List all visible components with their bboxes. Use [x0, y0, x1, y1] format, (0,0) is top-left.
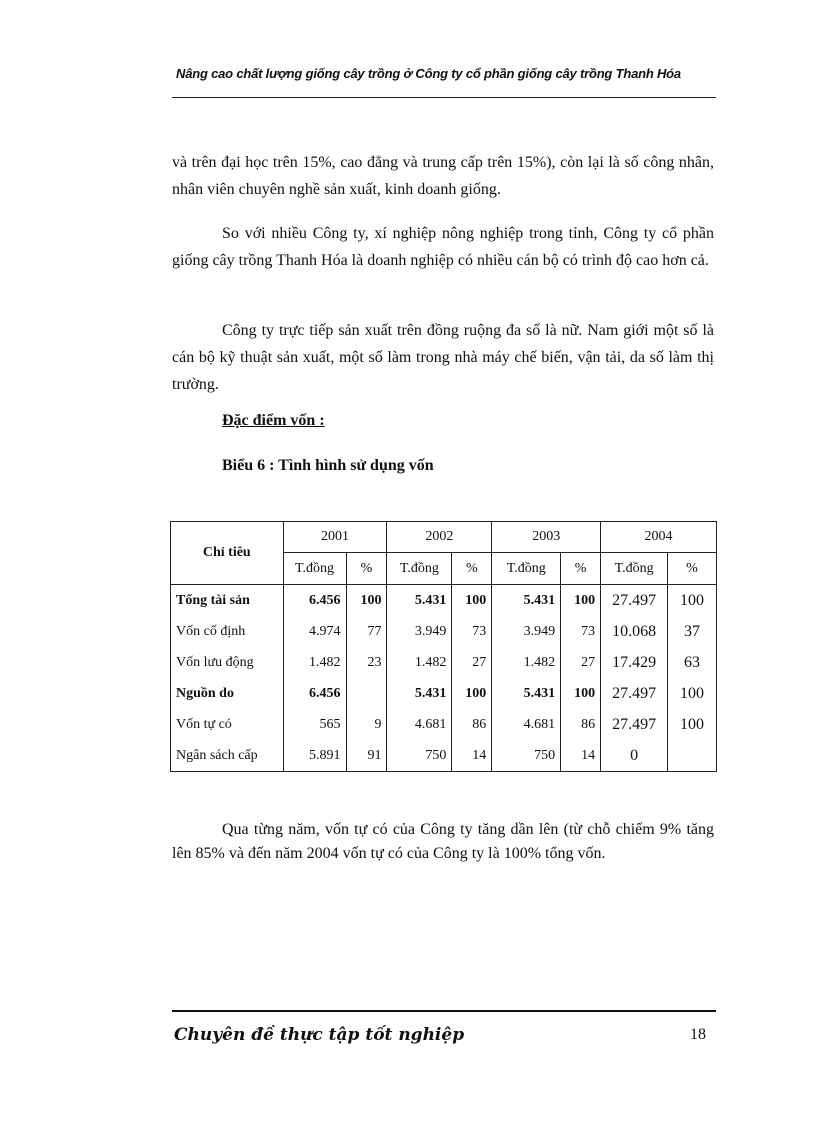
- value-cell: 0: [601, 740, 668, 772]
- value-cell: 6.456: [283, 585, 346, 617]
- table-row: [171, 647, 717, 678]
- percent-cell: 27: [561, 647, 601, 678]
- value-cell: 6.456: [283, 678, 346, 709]
- page-number: 18: [690, 1026, 706, 1043]
- value-cell: 27.497: [601, 585, 668, 617]
- value-cell: 4.974: [283, 616, 346, 647]
- unit-header: T.đồng: [492, 553, 561, 585]
- value-cell: 750: [387, 740, 452, 772]
- value-cell: 4.681: [387, 709, 452, 740]
- percent-cell: 100: [561, 585, 601, 617]
- percent-cell: 100: [452, 585, 492, 617]
- percent-cell: 91: [346, 740, 387, 772]
- table-row: [171, 740, 717, 772]
- percent-cell: [668, 740, 717, 772]
- percent-cell: 73: [452, 616, 492, 647]
- percent-cell: 23: [346, 647, 387, 678]
- row-label: Tổng tài sản: [171, 585, 284, 617]
- percent-cell: 100: [668, 678, 717, 709]
- value-cell: 27.497: [601, 709, 668, 740]
- table-row: [171, 709, 717, 740]
- percent-cell: 100: [452, 678, 492, 709]
- value-cell: 4.681: [492, 709, 561, 740]
- percent-cell: 14: [561, 740, 601, 772]
- row-label: Nguồn do: [171, 678, 284, 709]
- value-cell: 10.068: [601, 616, 668, 647]
- section-heading: Đặc điểm vốn :: [222, 412, 325, 429]
- percent-header: %: [668, 553, 717, 585]
- percent-cell: 9: [346, 709, 387, 740]
- footer-title: Chuyên đề thực tập tốt nghiệp: [174, 1025, 465, 1045]
- percent-header: %: [452, 553, 492, 585]
- row-label: Ngân sách cấp: [171, 740, 284, 772]
- percent-cell: 63: [668, 647, 717, 678]
- row-label: Vốn tự có: [171, 709, 284, 740]
- value-cell: 3.949: [492, 616, 561, 647]
- percent-cell: [346, 678, 387, 709]
- paragraph-1: và trên đại học trên 15%, cao đẳng và trung cấp trên 15%), còn lại là số công nhân, nhân viên chuyên nghề sản xuất, kinh doanh giống.: [172, 154, 714, 198]
- capital-usage-table: [170, 521, 717, 772]
- paragraph-2: So với nhiều Công ty, xí nghiệp nông nghiệp trong tỉnh, Công ty cổ phần giống cây trồng Thanh Hóa là doanh nghiệp có nhiều cán bộ có trình độ cao hơn cả.: [172, 225, 714, 269]
- percent-cell: 100: [346, 585, 387, 617]
- row-label: Vốn lưu động: [171, 647, 284, 678]
- closing-paragraph: Qua từng năm, vốn tự có của Công ty tăng dần lên (từ chỗ chiếm 9% tăng lên 85% và đến năm 2004 vốn tự có của Công ty là 100% tổng vốn.: [172, 821, 714, 862]
- value-cell: 1.482: [283, 647, 346, 678]
- percent-cell: 77: [346, 616, 387, 647]
- value-cell: 27.497: [601, 678, 668, 709]
- footer-divider: [172, 1010, 716, 1012]
- table-row: [171, 678, 717, 709]
- year-header: 2001: [283, 522, 387, 553]
- value-cell: 565: [283, 709, 346, 740]
- value-cell: 5.431: [492, 678, 561, 709]
- year-header: 2002: [387, 522, 492, 553]
- header-divider: [172, 97, 716, 98]
- percent-cell: 37: [668, 616, 717, 647]
- table-row: [171, 585, 717, 617]
- percent-header: %: [561, 553, 601, 585]
- percent-cell: 27: [452, 647, 492, 678]
- value-cell: 750: [492, 740, 561, 772]
- unit-header: T.đồng: [283, 553, 346, 585]
- year-header: 2004: [601, 522, 717, 553]
- percent-cell: 100: [668, 709, 717, 740]
- percent-header: %: [346, 553, 387, 585]
- paragraph-3: Công ty trực tiếp sản xuất trên đồng ruộng đa số là nữ. Nam giới một số là cán bộ kỹ thuật sản xuất, một số làm trong nhà máy chế biến, vận tải, da số làm thị trường.: [172, 322, 714, 393]
- row-label: Vốn cố định: [171, 616, 284, 647]
- value-cell: 1.482: [387, 647, 452, 678]
- unit-header: T.đồng: [387, 553, 452, 585]
- percent-cell: 73: [561, 616, 601, 647]
- unit-header: T.đồng: [601, 553, 668, 585]
- value-cell: 17.429: [601, 647, 668, 678]
- percent-cell: 86: [561, 709, 601, 740]
- value-cell: 5.891: [283, 740, 346, 772]
- table-row: [171, 616, 717, 647]
- percent-cell: 86: [452, 709, 492, 740]
- row-header-label: Chỉ tiêu: [171, 522, 284, 585]
- percent-cell: 100: [668, 585, 717, 617]
- percent-cell: 100: [561, 678, 601, 709]
- value-cell: 5.431: [387, 678, 452, 709]
- table-caption: Biểu 6 : Tình hình sử dụng vốn: [222, 457, 434, 474]
- value-cell: 5.431: [387, 585, 452, 617]
- year-header: 2003: [492, 522, 601, 553]
- value-cell: 5.431: [492, 585, 561, 617]
- percent-cell: 14: [452, 740, 492, 772]
- page-header-title: Nâng cao chất lượng giống cây trồng ở Công ty cổ phần giống cây trồng Thanh Hóa: [176, 66, 681, 81]
- value-cell: 3.949: [387, 616, 452, 647]
- value-cell: 1.482: [492, 647, 561, 678]
